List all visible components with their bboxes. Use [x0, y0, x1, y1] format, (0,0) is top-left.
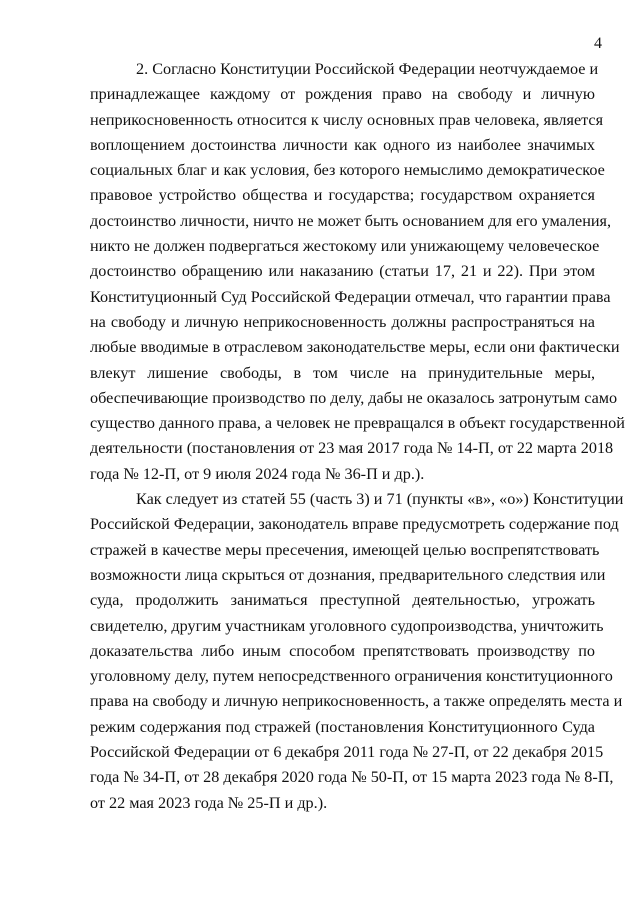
text-line: права на свободу и личную неприкосновенность, а также определять места и	[90, 692, 623, 711]
text-line: достоинство обращению или наказанию (статьи 17, 21 и 22). При этом	[90, 262, 595, 281]
text-line: достоинство личности, ничто не может быть основанием для его умаления,	[90, 211, 612, 230]
text-line: свидетелю, другим участникам уголовного судопроизводства, уничтожить	[90, 616, 604, 635]
text-line: Как следует из статей 55 (часть 3) и 71 (пункты «в», «о») Конституции	[136, 490, 624, 509]
text-line: Российской Федерации от 6 декабря 2011 года № 27-П, от 22 декабря 2015	[90, 743, 604, 762]
text-line: воплощением достоинства личности как одного из наиболее значимых	[90, 135, 595, 154]
text-line: Российской Федерации, законодатель вправе предусмотреть содержание под	[90, 515, 619, 534]
document-body	[90, 57, 625, 816]
text-line: на свободу и личную неприкосновенность должны распространяться на	[90, 312, 595, 331]
text-line: суда, продолжить заниматься преступной деятельностью, угрожать	[90, 591, 595, 610]
text-line: возможности лица скрыться от дознания, предварительного следствия или	[90, 565, 606, 584]
text-line: неприкосновенность относится к числу основных прав человека, является	[90, 110, 604, 129]
text-line: года № 34-П, от 28 декабря 2020 года № 50-П, от 15 марта 2023 года № 8-П,	[90, 768, 614, 787]
text-line: уголовному делу, путем непосредственного ограничения конституционного	[90, 667, 613, 686]
text-line: существо данного права, а человек не превращался в объект государственной	[90, 414, 625, 433]
text-line: года № 12-П, от 9 июля 2024 года № 36-П и др.).	[90, 464, 425, 483]
text-line: Конституционный Суд Российской Федерации отмечал, что гарантии права	[90, 287, 611, 306]
text-line: 2. Согласно Конституции Российской Федерации неотчуждаемое и	[136, 60, 599, 78]
text-line: деятельности (постановления от 23 мая 2017 года № 14-П, от 22 марта 2018	[90, 439, 614, 458]
text-line: стражей в качестве меры пресечения, имеющей целью воспрепятствовать	[90, 540, 600, 559]
text-line: режим содержания под стражей (постановления Конституционного Суда	[90, 717, 595, 736]
text-line: влекут лишение свободы, в том числе на принудительные меры,	[90, 363, 595, 382]
text-line: любые вводимые в отраслевом законодательстве меры, если они фактически	[90, 338, 620, 357]
text-line: принадлежащее каждому от рождения право на свободу и личную	[90, 85, 595, 104]
page-number: 4	[594, 35, 602, 52]
text-line: никто не должен подвергаться жестокому или унижающему человеческое	[90, 237, 600, 256]
text-line: доказательства либо иным способом препятствовать производству по	[90, 641, 595, 660]
text-line: правовое устройство общества и государства; государством охраняется	[90, 186, 595, 205]
text-line: от 22 мая 2023 года № 25-П и др.).	[90, 793, 328, 812]
text-line: обеспечивающие производство по делу, дабы не оказалось затронутым само	[90, 388, 618, 407]
text-line: социальных благ и как условия, без которого немыслимо демократическое	[90, 161, 605, 180]
